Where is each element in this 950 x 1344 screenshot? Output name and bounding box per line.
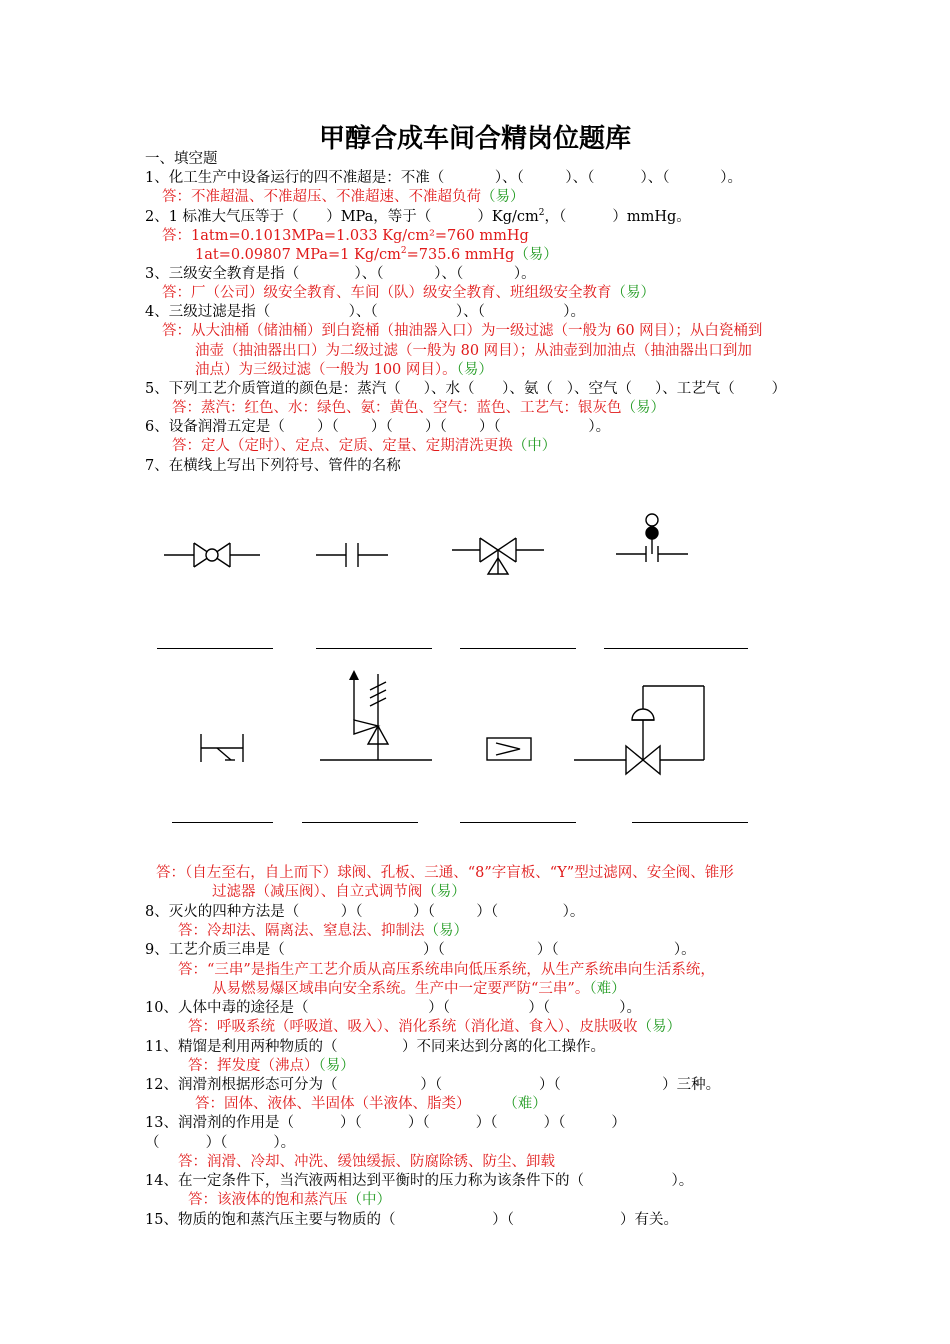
difficulty-tag: （难） — [510, 1096, 547, 1112]
y-strainer-icon — [195, 730, 249, 766]
answer-3: 答：厂（公司）级安全教育、车间（队）级安全教育、班组级安全教育（易） — [162, 285, 655, 301]
difficulty-tag: （中） — [347, 1192, 391, 1208]
answer-9-line-2: 从易燃易爆区域串向安全系统。生产中一定要严防“三串”。（难） — [212, 981, 626, 997]
difficulty-tag: （易） — [611, 285, 655, 301]
answer-blank-7[interactable] — [460, 822, 576, 823]
answer-blank-2[interactable] — [316, 648, 432, 649]
safety-valve-icon — [320, 670, 436, 766]
answer-6: 答：定人（定时）、定点、定质、定量、定期清洗更换（中） — [172, 438, 557, 454]
answer-11: 答：挥发度（沸点）（易） — [188, 1058, 355, 1074]
difficulty-tag: （易） — [637, 1019, 681, 1035]
answer-13: 答：润滑、冷却、冲洗、缓蚀缓振、防腐除锈、防尘、卸载 — [178, 1154, 555, 1170]
answer-2-line-1: 答：1atm=0.1013MPa=1.033 Kg/cm²=760 mmHg — [162, 228, 529, 244]
answer-blank-3[interactable] — [460, 648, 576, 649]
answer-4-line-3: 油点）为三级过滤（一般为 100 网目）。（易） — [195, 362, 493, 378]
question-10: 10、人体中毒的途径是（ ）（ ）（ ）。 — [145, 1000, 642, 1016]
answer-5: 答：蒸汽：红色、水：绿色、氨：黄色、空气：蓝色、工艺气：银灰色（易） — [172, 400, 665, 416]
question-2: 2、1 标准大气压等于（ ）MPa，等于（ ）$Kg/cm^2$，（ ）mmHg。 — [145, 208, 691, 225]
difficulty-tag: （易） — [481, 189, 525, 205]
answer-9-line-1: 答：“三串”是指生产工艺介质从高压系统串向低压系统，从生产系统串向生活系统， — [178, 962, 715, 978]
question-1: 1、化工生产中设备运行的四不准超是：不准（ ）、（ ）、（ ）、（ ）。 — [145, 170, 742, 186]
question-4: 4、三级过滤是指（ ）、（ ）、（ ）。 — [145, 304, 586, 320]
question-5: 5、下列工艺介质管道的颜色是：蒸汽（ ）、水（ ）、氨（ ）、空气（ ）、工艺气（ ） — [145, 381, 787, 397]
answer-4-line-2: 油壶（抽油器出口）为二级过滤（一般为 80 网目）；从油壶到加油点（抽油器出口到加 — [195, 343, 752, 359]
answer-blank-8[interactable] — [632, 822, 748, 823]
question-15: 15、物质的饱和蒸汽压主要与物质的（ ）（ ）有关。 — [145, 1212, 679, 1228]
page-title: 甲醇合成车间合精岗位题库 — [318, 124, 631, 154]
answer-7-line-1: 答：（自左至右，自上而下）球阀、孔板、三通、“8”字盲板、“Y”型过滤网、安全阀、锥形 — [156, 865, 734, 881]
ball-valve-icon — [160, 535, 264, 575]
difficulty-tag: （易） — [424, 923, 468, 939]
difficulty-tag: （易） — [514, 247, 558, 263]
question-3: 3、三级安全教育是指（ ）、（ ）、（ ）。 — [145, 266, 536, 282]
section-heading: 一、填空题 — [145, 151, 218, 167]
difficulty-tag: （易） — [456, 362, 493, 378]
answer-12: 答：固体、液体、半固体（半液体、脂类） （难） — [195, 1096, 547, 1112]
difficulty-tag: （易） — [318, 1058, 355, 1074]
question-12: 12、润滑剂根据形态可分为（ ）（ ）（ ）三种。 — [145, 1077, 721, 1093]
question-14: 14、在一定条件下，当汽液两相达到平衡时的压力称为该条件下的（ ）。 — [145, 1173, 694, 1189]
question-13-line-1: 13、润滑剂的作用是（ ）（ ）（ ）（ ）（ ） — [145, 1115, 626, 1131]
cone-filter-icon — [484, 735, 536, 763]
question-8: 8、灭火的四种方法是（ ）（ ）（ ）（ ）。 — [145, 904, 585, 920]
question-7: 7、在横线上写出下列符号、管件的名称 — [145, 458, 401, 474]
answer-blank-4[interactable] — [604, 648, 748, 649]
figure-8-blind-icon — [612, 508, 692, 574]
question-6: 6、设备润滑五定是（ ）（ ）（ ）（ ）（ ）。 — [145, 419, 611, 435]
question-11: 11、精馏是利用两种物质的（ ）不同来达到分离的化工操作。 — [145, 1039, 605, 1055]
answer-10: 答：呼吸系统（呼吸道、吸入）、消化系统（消化道、食入）、皮肤吸收（易） — [188, 1019, 681, 1035]
answer-blank-6[interactable] — [302, 822, 418, 823]
tee-icon — [448, 530, 548, 578]
self-regulating-valve-icon — [570, 680, 720, 780]
answer-1: 答：不准超温、不准超压、不准超速、不准超负荷（易） — [162, 189, 525, 205]
answer-8: 答：冷却法、隔离法、窒息法、抑制法（易） — [178, 923, 468, 939]
answer-4-line-1: 答：从大油桶（储油桶）到白瓷桶（抽油器入口）为一级过滤（一般为 60 网目）；从白瓷桶到 — [162, 323, 763, 339]
orifice-plate-icon — [312, 535, 392, 575]
difficulty-tag: （难） — [589, 981, 626, 997]
answer-blank-5[interactable] — [172, 822, 273, 823]
difficulty-tag: （中） — [512, 438, 557, 454]
answer-2-line-2: 1at=0.09807 MPa=1 $Kg/cm^2=735.6$ mmHg（易） — [195, 246, 558, 263]
difficulty-tag: （易） — [621, 400, 665, 416]
answer-14: 答：该液体的饱和蒸汽压（中） — [188, 1192, 391, 1208]
answer-blank-1[interactable] — [157, 648, 273, 649]
question-9: 9、工艺介质三串是（ ）（ ）（ ）。 — [145, 942, 696, 958]
difficulty-tag: （易） — [422, 884, 466, 900]
answer-7-line-2: 过滤器（减压阀）、自立式调节阀（易） — [212, 884, 466, 900]
question-13-line-2: （ ）（ ）。 — [145, 1135, 296, 1151]
